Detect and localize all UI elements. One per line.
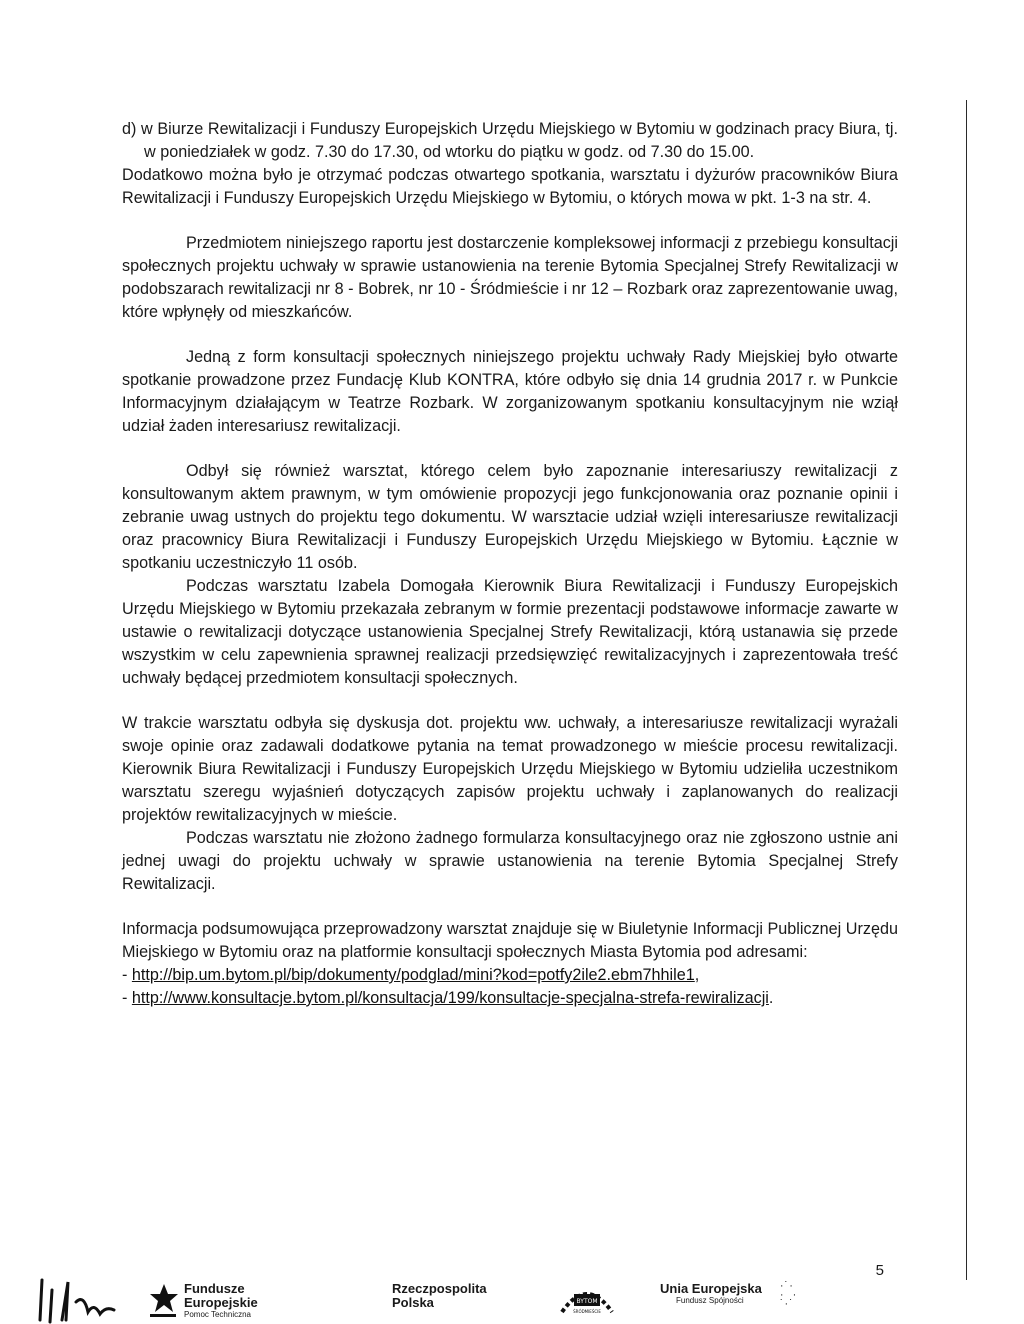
paragraph-report-subject: Przedmiotem niniejszego raportu jest dostarczenie kompleksowej informacji z przebiegu konsultacji społecznych projektu uchwały w sprawie ustanowienia na terenie Bytomia Specjalnej Strefy Rewitalizacji w podobszarach rewitalizacji nr 8 - Bobrek, nr 10 - Śródmieście i nr 12 – Rozbark oraz zaprezentowanie uwag, które wpłynęły od mieszkańców. [122, 234, 898, 321]
paragraph-summary-info: Informacja podsumowująca przeprowadzony warsztat znajduje się w Biuletynie Informacji Publicznej Urzędu Miejskiego w Bytomiu oraz na platformie konsultacji społecznych Miasta Bytomia pod adresami: [122, 920, 898, 961]
paragraph-workshop: Odbył się również warsztat, którego celem było zapoznanie interesariuszy rewitalizacji z konsultowanym aktem prawnym, w tym omówienie propozycji jego funkcjonowania oraz poznanie opinii i zebranie uwag ustnych do projektu tego dokumentu. W warsztacie udział wzięli interesariusze rewitalizacji oraz pracownicy Biura Rewitalizacji i Funduszy Europejskich Urzędu Miejskiego w Bytomiu. Łącznie w spotkaniu uczestniczyło 11 osób. [122, 462, 898, 572]
paragraph-discussion: W trakcie warsztatu odbyła się dyskusja dot. projektu ww. uchwały, a interesariusze rewitalizacji wyrażali swoje opinie oraz zadawali dodatkowe pytania na temat prowadzonego w mieście procesu rewitalizacji. Kierownik Biura Rewitalizacji i Funduszy Europejskich Urzędu Miejskiego w Bytomiu udzieliła uczestnikom warsztatu szeregu wyjaśnień dotyczących zapisów projektu uchwały i zaplanowanych do realizacji projektów rewitalizacyjnych w mieście. [122, 714, 898, 824]
document-body [122, 118, 898, 1010]
svg-text:ŚRÓDMIEŚCIE: ŚRÓDMIEŚCIE [573, 1309, 601, 1314]
logo-rzeczpospolita-polska: Rzeczpospolita Polska [392, 1281, 487, 1310]
paragraph-additional: Dodatkowo można było je otrzymać podczas otwartego spotkania, warsztatu i dyżurów pracowników Biura Rewitalizacji i Funduszy Europejskich Urzędu Miejskiego w Bytomiu, o których mowa w pkt. 1-3 na str. 4. [122, 166, 898, 207]
link-item: - http://bip.um.bytom.pl/bip/dokumenty/podglad/mini?kod=potfy2ile2.ebm7hhile1, [122, 966, 700, 984]
bytom-emblem-icon [556, 1282, 618, 1316]
bip-link[interactable]: http://bip.um.bytom.pl/bip/dokumenty/podglad/mini?kod=potfy2ile2.ebm7hhile1 [131, 966, 695, 984]
logo-unia-europejska: Unia Europejska Fundusz Spójności ·˙· · · ˙·˙ [660, 1280, 798, 1310]
signature-icon [36, 1272, 126, 1324]
page-top-band [0, 0, 1024, 96]
logo-fundusze-europejskie: Fundusze Europejskie Pomoc Techniczna [148, 1282, 258, 1320]
paragraph-open-meeting: Jedną z form konsultacji społecznych niniejszego projektu uchwały Rady Miejskiej było otwarte spotkanie prowadzone przez Fundację Klub KONTRA, które odbyło się dnia 14 grudnia 2017 r. w Punkcie Informacyjnym działającym w Teatrze Rozbark. W zorganizowanym spotkaniu konsultacyjnym nie wziął udział żaden interesariusz rewitalizacji. [122, 348, 898, 435]
konsultacje-link[interactable]: http://www.konsultacje.bytom.pl/konsultacja/199/konsultacje-specjalna-strefa-rewiralizacji [131, 989, 769, 1007]
links-list [122, 964, 898, 1010]
link-item: - http://www.konsultacje.bytom.pl/konsultacja/199/konsultacje-specjalna-strefa-rewiralizacji. [122, 989, 774, 1007]
paragraph-no-remarks: Podczas warsztatu nie złożono żadnego formularza konsultacyjnego oraz nie zgłoszono ustnie ani jednej uwagi do projektu uchwały w sprawie ustanowienia na terenie Bytomia Specjalnej Strefy Rewitalizacji. [122, 829, 898, 893]
page-number: 5 [875, 1262, 884, 1279]
logo-bytom [556, 1282, 618, 1316]
paragraph-item-d: d) w Biurze Rewitalizacji i Funduszy Europejskich Urzędu Miejskiego w Bytomiu w godzinach pracy Biura, tj. w poniedziałek w godz. 7.30 do 17.30, od wtorku do piątku w godz. od 7.30 do 15.00. [122, 120, 898, 161]
footer-logos [0, 1272, 1024, 1324]
svg-text:BYTOM: BYTOM [576, 1298, 598, 1305]
paragraph-workshop-presentation: Podczas warsztatu Izabela Domogała Kierownik Biura Rewitalizacji i Funduszy Europejskich Urzędu Miejskiego w Bytomiu przekazała zebranym w formie prezentacji podstawowe informacje zawarte w ustawie o rewitalizacji dotyczące ustanowienia Specjalnej Strefy Rewitalizacji, którą ustanawia się przede wszystkim w celu zapewnienia sprawnej realizacji przedsięwzięć rewitalizacyjnych i zaprezentowała treść uchwały będącej przedmiotem konsultacji społecznych. [122, 577, 898, 687]
margin-rule [966, 100, 967, 1280]
fe-star-icon [148, 1282, 178, 1318]
eu-stars-icon: ·˙· · · ˙·˙ [779, 1280, 798, 1310]
